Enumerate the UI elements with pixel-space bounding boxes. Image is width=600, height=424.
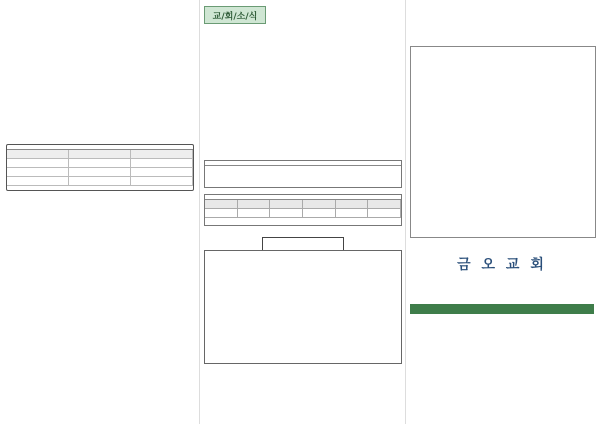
table-cell [69,168,131,177]
paragraph [6,83,194,101]
person [335,274,398,283]
table-header [69,150,131,159]
table-grid [7,150,193,186]
notice-box [204,160,402,188]
column-divider [199,0,200,424]
footer-strip [410,304,594,314]
person [272,264,335,273]
schedule-header [368,200,401,209]
paragraph [6,14,194,32]
schedule-header [303,200,336,209]
table-header [131,150,193,159]
paragraph [6,106,194,124]
right-header [410,8,594,44]
paragraph-text [10,83,194,101]
table-cell [7,159,69,168]
schedule-header [270,200,303,209]
news-logo: 교/회/소/식 [204,6,266,24]
church-name: 금 오 교 회 [457,257,547,273]
table-cell [131,168,193,177]
paragraph [6,60,194,78]
table-footer [7,186,193,190]
schedule-cell [238,209,271,218]
schedule-cell [368,209,401,218]
person [208,254,271,263]
table-cell [69,159,131,168]
schedule-header [238,200,271,209]
notice-text [205,166,401,170]
schedule-cell [205,209,238,218]
schedule-header [336,200,369,209]
schedule-cell [303,209,336,218]
table-header [7,150,69,159]
church-footer [410,254,594,296]
paragraph [6,37,194,55]
paragraph-text [10,14,194,32]
mission-table [6,144,194,191]
table-cell [131,159,193,168]
left-column [6,8,194,416]
schedule-table [205,200,401,218]
schedule-cell [336,209,369,218]
person [208,264,271,273]
paragraph-text [10,106,194,124]
table-cell [7,168,69,177]
schedule-cell [270,209,303,218]
table-cell [69,177,131,186]
schedule-box [204,194,402,226]
people-title [262,237,344,251]
person [335,254,398,263]
table-cell [131,177,193,186]
people-grid [205,251,401,286]
person [272,274,335,283]
column-divider [405,0,406,424]
paragraph-text [10,37,194,55]
schedule-header [205,200,238,209]
person [335,264,398,273]
table-cell [7,177,69,186]
paragraph-text [10,60,194,78]
person [272,254,335,263]
people-box [204,250,402,364]
person [208,274,271,283]
sermon-body [410,46,596,238]
